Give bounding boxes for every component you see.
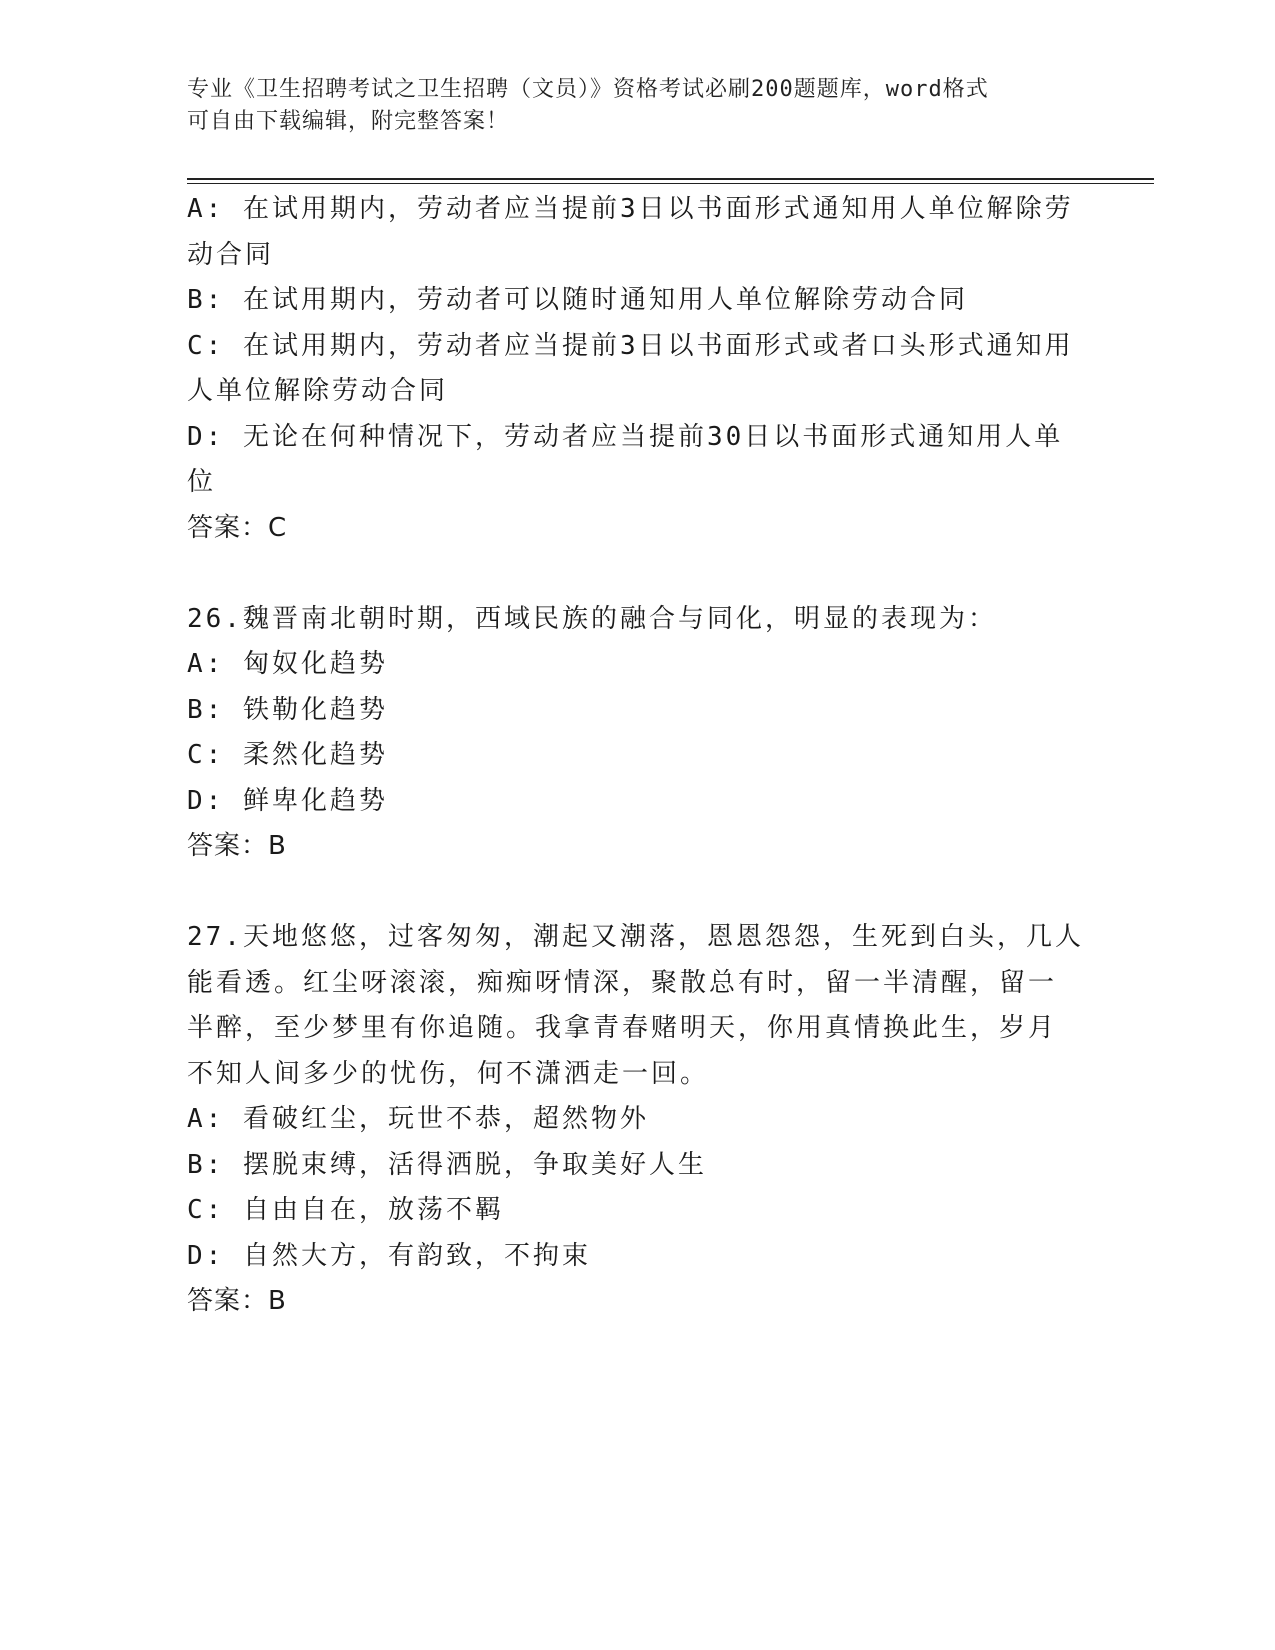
question-27 (187, 915, 1087, 1325)
option-a: A: 匈奴化趋势 (187, 649, 388, 679)
document-header (187, 74, 1067, 138)
option-d: D: 自然大方，有韵致，不拘束 (187, 1240, 591, 1271)
option-b: B: 摆脱束缚，活得洒脱，争取美好人生 (187, 1149, 707, 1180)
option-d-line-1: D: 无论在何种情况下，劳动者应当提前30日以书面形式通知用人单 (187, 421, 1064, 452)
answer: 答案：B (187, 1286, 287, 1316)
spacer (187, 551, 1087, 597)
header-divider (187, 178, 1154, 184)
option-a-line-1: A: 在试用期内，劳动者应当提前3日以书面形式通知用人单位解除劳 (187, 194, 1074, 224)
option-b: B: 铁勒化趋势 (187, 694, 388, 725)
option-c: C: 柔然化趋势 (187, 740, 388, 770)
question-text-line-2: 能看透。红尘呀滚滚，痴痴呀情深，聚散总有时，留一半清醒，留一 (187, 967, 1058, 998)
spacer (187, 870, 1087, 916)
question-26 (187, 597, 1087, 870)
option-c-line-1: C: 在试用期内，劳动者应当提前3日以书面形式或者口头形式通知用 (187, 330, 1074, 361)
answer: 答案：C (187, 512, 288, 543)
question-list (187, 187, 1087, 1325)
header-line-2: 可自由下载编辑，附完整答案！ (187, 109, 510, 134)
question-text-line-1: 27.天地悠悠，过客匆匆，潮起又潮落，恩恩怨怨，生死到白头，几人 (187, 922, 1084, 952)
answer: 答案：B (187, 831, 287, 861)
option-d-line-2: 位 (187, 467, 217, 497)
question-text: 26.魏晋南北朝时期，西域民族的融合与同化，明显的表现为： (187, 603, 997, 634)
header-line-1: 专业《卫生招聘考试之卫生招聘（文员）》资格考试必刷200题题库，word格式 (187, 77, 989, 102)
question-text-line-3: 半醉，至少梦里有你追随。我拿青春赌明天，你用真情换此生，岁月 (187, 1013, 1058, 1043)
option-d: D: 鲜卑化趋势 (187, 785, 388, 816)
option-c-line-2: 人单位解除劳动合同 (187, 376, 449, 406)
option-a-line-2: 动合同 (187, 239, 275, 270)
option-b: B: 在试用期内，劳动者可以随时通知用人单位解除劳动合同 (187, 285, 968, 315)
question-25 (187, 187, 1087, 551)
option-c: C: 自由自在，放荡不羁 (187, 1195, 504, 1225)
question-text-line-4: 不知人间多少的忧伤，何不潇洒走一回。 (187, 1058, 710, 1089)
option-a: A: 看破红尘，玩世不恭，超然物外 (187, 1104, 649, 1134)
